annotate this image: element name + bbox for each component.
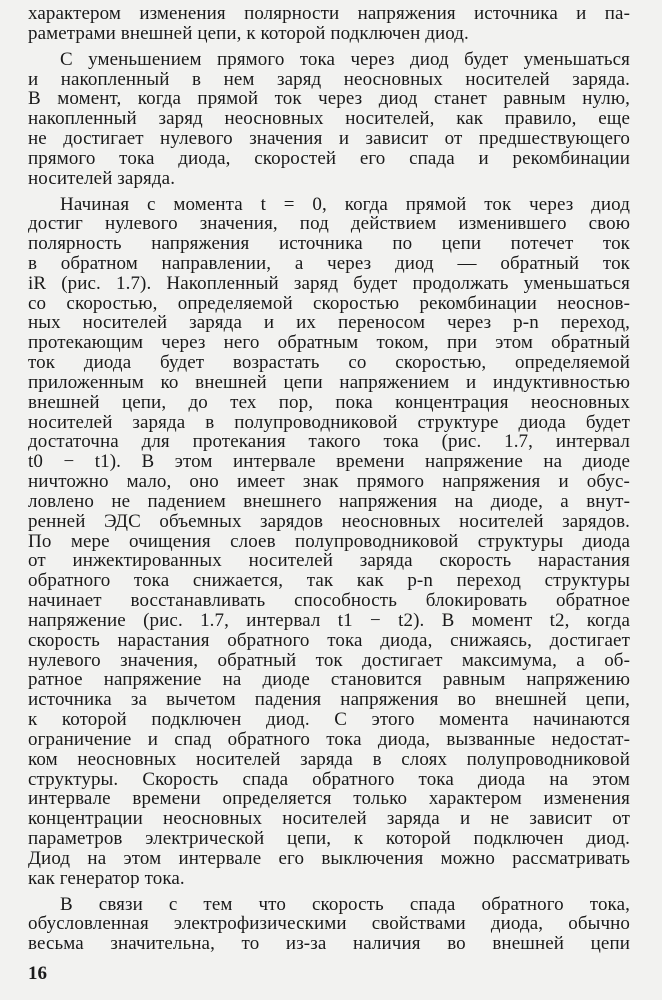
text-line: в обратном направлении, а через диод — обратный ток bbox=[28, 253, 630, 274]
text-line: концентрации неосновных носителей заряда и не зависит от bbox=[28, 808, 630, 830]
text-line: накопленный заряд неосновных носителей, как правило, еще bbox=[28, 108, 630, 130]
text-line: начинает восстанавливать способность блокировать обратное bbox=[28, 590, 630, 612]
text-line: достаточна для протекания такого тока (рис. 1.7, интервал bbox=[28, 431, 630, 453]
text-line: Начиная с момента t = 0, когда прямой ток через диод bbox=[60, 193, 630, 215]
text-line: С уменьшением прямого тока через диод будет уменьшаться bbox=[60, 48, 630, 70]
text-line: носителей заряда. bbox=[28, 167, 176, 189]
text-line: В момент, когда прямой ток через диод станет равным нулю, bbox=[28, 88, 630, 110]
text-line: протекающим через него обратным током, при этом обратный bbox=[28, 332, 630, 354]
text-line: прямого тока диода, скоростей его спада и рекомбинации bbox=[28, 147, 630, 169]
text-line: от инжектированных носителей заряда скорость нарастания bbox=[28, 550, 630, 572]
text-line: структуры. Скорость спада обратного тока диода на этом bbox=[28, 768, 630, 790]
text-line: ловлено не падением внешнего напряжения на диоде, а внут- bbox=[28, 490, 630, 512]
text-line: носителей заряда в полупроводниковой структуре диода будет bbox=[28, 411, 630, 433]
text-line: со скоростью, определяемой скоростью рекомбинации неоснов- bbox=[28, 292, 630, 314]
text-line: ток диода будет возрастать со скоростью, определяемой bbox=[28, 352, 630, 374]
text-line: скорость нарастания обратного тока диода, снижаясь, достигает bbox=[28, 629, 630, 651]
text-line: раметрами внешней цепи, к которой подключен диод. bbox=[28, 22, 469, 44]
text-line: и накопленный в нем заряд неосновных носителей заряда. bbox=[28, 68, 630, 90]
text-line: обусловленная электрофизическими свойствами диода, обычно bbox=[28, 913, 630, 935]
text-line: ничтожно мало, оно имеет знак прямого напряжения и обус- bbox=[28, 471, 630, 493]
text-line: как генератор тока. bbox=[28, 867, 185, 889]
text-line: обратного тока снижается, так как p-n переход структуры bbox=[28, 570, 630, 592]
text-line: iR (рис. 1.7). Накопленный заряд будет продолжать уменьшаться bbox=[28, 272, 630, 294]
text-line: ком неосновных носителей заряда в слоях полупроводниковой bbox=[28, 748, 630, 770]
text-line: параметров электрической цепи, к которой подключен диод. bbox=[28, 828, 630, 849]
text-line: приложенным ко внешней цепи напряжением и индуктивностью bbox=[28, 371, 630, 393]
text-line: ренней ЭДС объемных зарядов неосновных носителей зарядов. bbox=[28, 510, 630, 532]
text-line: полярность напряжения источника по цепи потечет ток bbox=[28, 233, 630, 255]
page-number: 16 bbox=[28, 963, 47, 984]
text-line: напряжение (рис. 1.7, интервал t1 − t2). В момент t2, когда bbox=[28, 609, 630, 631]
text-line: достиг нулевого значения, под действием изменившего свою bbox=[28, 213, 630, 235]
text-line: характером изменения полярности напряжения источника и па- bbox=[28, 3, 630, 24]
text-line: источника за вычетом падения напряжения во внешней цепи, bbox=[28, 689, 630, 711]
text-line: нулевого значения, обратный ток достигает максимума, а об- bbox=[28, 649, 630, 671]
text-line: ных носителей заряда и их переносом через p-n переход, bbox=[28, 312, 630, 334]
text-line: не достигает нулевого значения и зависит от предшествующего bbox=[28, 128, 630, 149]
text-line: ратное напряжение на диоде становится равным напряжению bbox=[28, 669, 630, 691]
text-line: По мере очищения слоев полупроводниковой структуры диода bbox=[28, 530, 630, 552]
text-line: к которой подключен диод. С этого момента начинаются bbox=[28, 709, 630, 730]
text-line: В связи с тем что скорость спада обратного тока, bbox=[60, 893, 630, 915]
text-line: t0 − t1). В этом интервале времени напряжение на диоде bbox=[28, 451, 630, 473]
text-line: ограничение и спад обратного тока диода, вызванные недостат- bbox=[28, 728, 630, 750]
text-line: весьма значительна, то из-за наличия во внешней цепи bbox=[28, 933, 630, 955]
text-line: внешней цепи, до тех пор, пока концентрация неосновных bbox=[28, 391, 630, 413]
text-line: интервале времени определяется только характером изменения bbox=[28, 788, 630, 810]
text-line: Диод на этом интервале его выключения можно рассматривать bbox=[28, 847, 630, 869]
